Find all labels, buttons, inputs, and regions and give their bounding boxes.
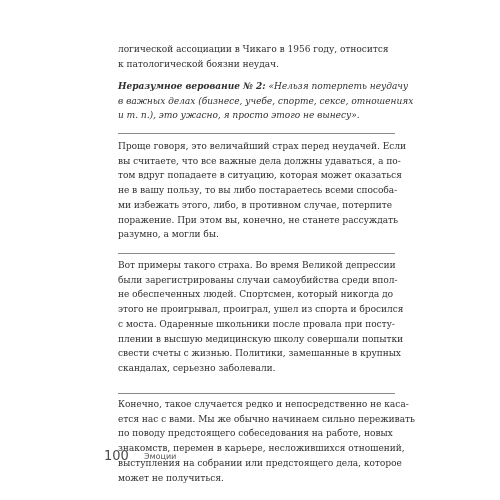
text-line: с моста. Одаренные школьники после провала при посту- — [118, 319, 395, 330]
text-line: ми избежать этого, либо, в противном случае, потерпите — [118, 200, 393, 211]
text-line: в важных делах (бизнесе, учебе, спорте, сексе, отношениях — [118, 96, 414, 107]
text-line: плении в высшую медицинскую школу совершали попытки — [118, 334, 404, 345]
text-line: не обеспеченных людей. Спортсмен, который никогда до — [118, 290, 394, 301]
text-line: этого не проигрывал, проиграл, ушел из спорта и бросился — [118, 305, 404, 316]
text-line: знакомств, перемен в карьере, несложившихся отношений, — [118, 444, 405, 455]
text-line: к патологической боязни неудач. — [118, 59, 279, 70]
text-line: поражение. При этом вы, конечно, не станете рассуждать — [118, 215, 399, 226]
text-line: и т. п.), это ужасно, я просто этого не вынесу». — [118, 111, 360, 122]
text-line: не в вашу пользу, то вы либо постараетесь всеми способа- — [118, 186, 398, 197]
text-line: логической ассоциации в Чикаго в 1956 году, относится — [118, 45, 389, 55]
text-line: может не получиться. — [118, 473, 224, 484]
text-line: Проще говоря, это величайший страх перед неудачей. Если — [118, 142, 407, 152]
page-lower — [118, 0, 418, 500]
belief-quote-start: «Нельзя потерпеть неудачу — [265, 82, 409, 92]
text-line: скандалах, серьезно заболевали. — [118, 363, 276, 374]
text-line: по поводу предстоящего собеседования на работе, новых — [118, 429, 393, 440]
text-line: разумно, а могли бы. — [118, 230, 219, 241]
text-line: Конечно, такое случается редко и непосредственно не каса- — [118, 400, 409, 410]
chapter-title: Эмоции — [144, 452, 177, 461]
text-line: свести счеты с жизнью. Политики, замешанные в крупных — [118, 349, 402, 360]
text-line: ется нас с вами. Мы же обычно начинаем сильно переживать — [118, 414, 415, 425]
text-line: вы считаете, что все важные дела должны удаваться, а по- — [118, 156, 401, 167]
text-line: выступления на собрании или предстоящего дела, которое — [118, 458, 402, 469]
belief-label: Неразумное верование № 2: — [118, 82, 266, 92]
text-line: том вдруг попадаете в ситуацию, которая может оказаться — [118, 171, 402, 182]
text-line: были зарегистрированы случаи самоубийства среди впол- — [118, 275, 398, 286]
page-number: 100 — [104, 449, 129, 464]
text-line: Вот примеры такого страха. Во время Великой депрессии — [118, 261, 396, 271]
